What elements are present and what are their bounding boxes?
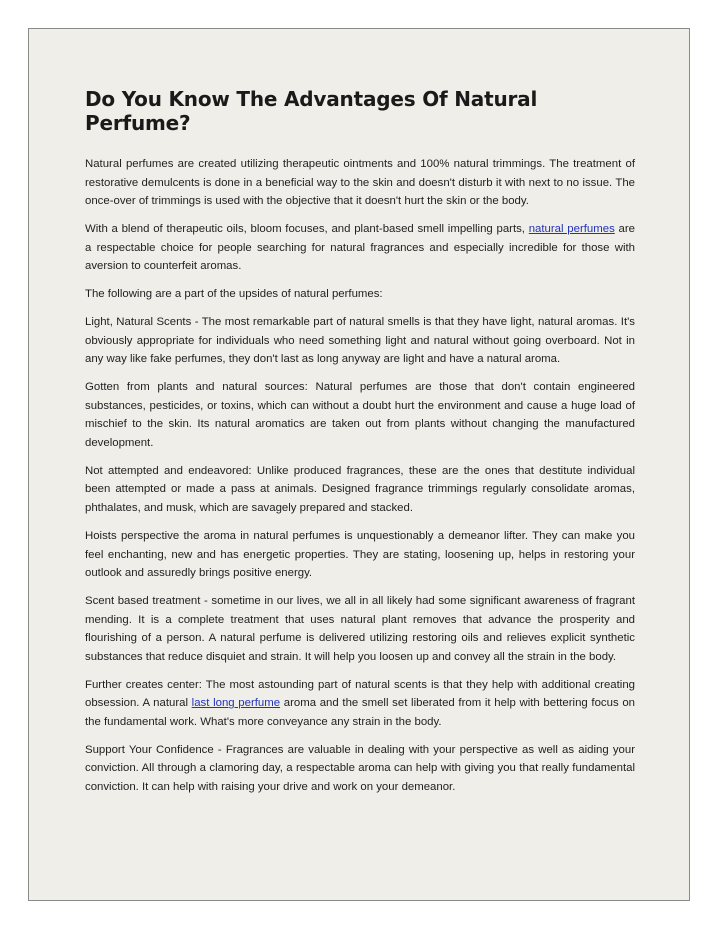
paragraph-light-scents: Light, Natural Scents - The most remarkable part of natural smells is that they have light, natural aromas. It's obviously appropriate for individuals who need something light and natural without going overboard. Not in any way like fake perfumes, they don't last as long anyway are light and have a natural aroma. bbox=[85, 316, 635, 366]
paragraph-mood: Hoists perspective the aroma in natural perfumes is unquestionably a demeanor lifter. They can make you feel enchanting, new and has energetic properties. They are stating, loosening up, helps in restoring your outlook and assuredly brings positive energy. bbox=[85, 530, 635, 580]
paragraph-intro: Natural perfumes are created utilizing therapeutic ointments and 100% natural trimmings. The treatment of restorative demulcents is done in a beneficial way to the skin and doesn't disturb it with next to no issue. The once-over of trimmings is used with the objective that it doesn't hurt the skin or the body. bbox=[85, 158, 635, 207]
paragraph-text: Further creates center: The most astounding part of natural scents is that they help with additional creating obsession. A natural bbox=[85, 678, 635, 710]
paragraph-scent-treatment: Scent based treatment - sometime in our lives, we all in all likely had some significant awareness of fragrant mending. It is a complete treatment that uses natural plant removes that advance the prosperity and flourishing of a person. A natural perfume is delivered utilizing restoring oils and relieves explicit synthetic substances that reduce disquiet and strain. It will help you loosen up and convey all the strain in the body. bbox=[85, 595, 635, 663]
paragraph-focus bbox=[85, 676, 635, 732]
paragraph-blend bbox=[85, 220, 635, 276]
paragraph-confidence: Support Your Confidence - Fragrances are valuable in dealing with your perspective as well as aiding your conviction. All through a clamoring day, a respectable aroma can help with giving you that really fundamental conviction. It can help with raising your drive and work on your demeanor. bbox=[85, 743, 635, 793]
last-long-perfume-link[interactable]: last long perfume bbox=[191, 697, 281, 710]
document-page bbox=[28, 28, 690, 901]
paragraph-plant-sources: Gotten from plants and natural sources: Natural perfumes are those that don't contain engineered substances, pesticides, or toxins, which can without a doubt hurt the environment and cause a huge load of mischief to the skin. Its natural aromatics are taken out from plants without changing the manufactured development. bbox=[85, 381, 635, 449]
document-content bbox=[85, 87, 635, 806]
paragraph-text: aroma and the smell set liberated from it help with bettering focus on the fundamental work. What's more conveyance any strain in the body. bbox=[85, 697, 635, 728]
paragraph-text: With a blend of therapeutic oils, bloom focuses, and plant-based smell impelling parts, bbox=[85, 223, 529, 236]
natural-perfumes-link[interactable]: natural perfumes bbox=[528, 223, 615, 236]
paragraph-not-tested: Not attempted and endeavored: Unlike produced fragrances, these are the ones that destitute individual been attempted or made a pass at animals. Designed fragrance trimmings regularly consolidate aromas, phthalates, and musk, which are savagely prepared and stacked. bbox=[85, 464, 635, 514]
paragraph-text: are a respectable choice for people searching for natural fragrances and especially incredible for those with aversion to counterfeit aromas. bbox=[85, 223, 635, 273]
page-title: Do You Know The Advantages Of Natural Perfume? bbox=[85, 87, 538, 135]
paragraph-upsides-intro: The following are a part of the upsides of natural perfumes: bbox=[85, 288, 383, 301]
